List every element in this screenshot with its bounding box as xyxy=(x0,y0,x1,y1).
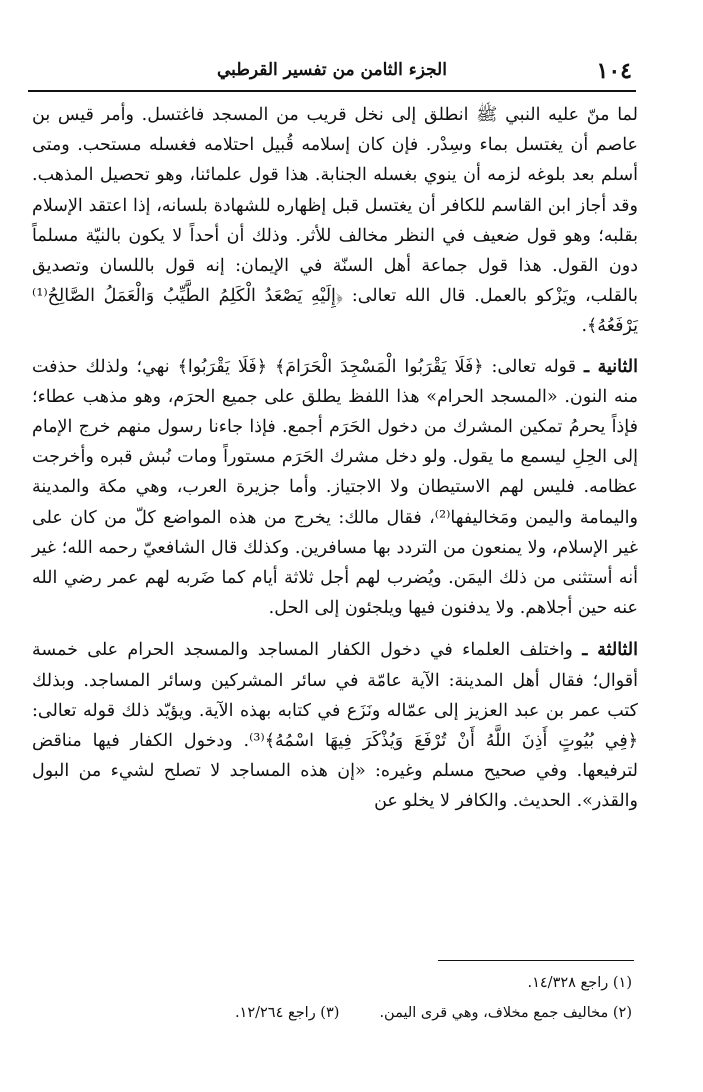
page-header xyxy=(28,56,636,92)
paragraph-text: واختلف العلماء في دخول الكفار المساجد والمسجد الحرام على خمسة أقوال؛ فقال أهل المدينة: الآية عامّة في سائر المشركين وسائر المساجد. وبذلك كتب عمر بن عبد العزيز إلى عمّاله ونَزَع في كتابه بهذه الآية. ويؤيّد ذلك قوله تعالى: ﴿فِي بُيُوتٍ أَذِنَ اللَّهُ أَنْ تُرْفَعَ وَيُذْكَرَ فِيهَا اسْمُهُ﴾⁽³⁾. ودخول الكفار فيها مناقض لترفيعها. وفي صحيح مسلم وغيره: «إن هذه المساجد لا تصلح لشيء من البول والقذر». الحديث. والكافر لا يخلو عن xyxy=(32,640,638,812)
paragraph-second-issue xyxy=(32,352,638,624)
footnote-2-3 xyxy=(32,998,632,1028)
section-heading-second: الثانية ـ xyxy=(584,356,638,377)
footnote-divider xyxy=(438,960,634,961)
footnote-1 xyxy=(32,968,632,998)
footnote-text: (٣) راجع ١٢/٢٦٤. xyxy=(234,1005,340,1021)
footnote-text: (٢) مخاليف جمع مخلاف، وهي قرى اليمن. xyxy=(379,1005,632,1021)
page-body xyxy=(32,100,638,817)
page-number: ١٠٤ xyxy=(596,58,632,84)
section-heading-third: الثالثة ـ xyxy=(582,640,639,661)
footnote-text: (١) راجع ١٤/٣٢٨. xyxy=(527,975,632,991)
paragraph-third-issue xyxy=(32,635,638,816)
running-title: الجزء الثامن من تفسير القرطبي xyxy=(217,60,447,80)
paragraph-text: قوله تعالى: ﴿فَلَا يَقْرَبُوا الْمَسْجِدَ الْحَرَامَ﴾ ﴿فَلَا يَقْرَبُوا﴾ نهي؛ ولذلك حذفت منه النون. «المسجد الحرام» هذا اللفظ يطلق على جميع الحرَم، وهو مذهب عطاء؛ فإذاً يحرمُ تمكين المشرك من دخول الحَرَم أجمع. فإذا جاءنا رسول منهم خرج الإمام إلى الحِلِ ليسمع ما يقول. ولو دخل مشرك الحَرَم مستوراً ومات نُبش قبره وأخرجت عظامه. فليس لهم الاستيطان ولا الاجتياز. وأما جزيرة العرب، وهي مكة والمدينة واليمامة واليمن ومَخاليفها⁽²⁾، فقال مالك: يخرج من هذه المواضع كلّ من كان على غير الإسلام، ولا يمنعون من التردد بها مسافرين. وكذلك قال الشافعيّ رحمه الله؛ غير أنه أستثنى من ذلك اليمَن. ويُضرب لهم أجل ثلاثة أيام كما ضَربه لهم عمر رضي الله عنه حين أجلاهم. ولا يدفنون فيها ويلجئون إلى الحل. xyxy=(32,356,638,619)
footnotes xyxy=(32,968,632,1028)
paragraph-text: لما منّ عليه النبي ﷺ انطلق إلى نخل قريب من المسجد فاغتسل. وأمر قيس بن عاصم أن يغتسل بماء وسِدْر. فإن كان إسلامه قُبيل احتلامه فغسله مستحب. ومتى أسلم بعد بلوغه لزمه أن ينوي بغسله الجنابة. هذا قول علمائنا، وهو تحصيل المذهب. وقد أجاز ابن القاسم للكافر أن يغتسل قبل إظهاره للشهادة بلسانه، إذا اعتقد الإسلام بقلبه؛ وهو قول ضعيف في النظر مخالف للأثر. وذلك أن أحداً لا يكون بالنيّة مسلماً دون القول. هذا قول جماعة أهل السنّة في الإيمان: إنه قول باللسان وتصديق بالقلب، ويَزْكو بالعمل. قال الله تعالى: ﴿إِلَيْهِ يَصْعَدُ الْكَلِمُ الطَّيِّبُ وَالْعَمَلُ الصَّالِحُ⁽¹⁾ يَرْفَعُهُ﴾. xyxy=(32,105,638,337)
paragraph-intro xyxy=(32,100,638,342)
